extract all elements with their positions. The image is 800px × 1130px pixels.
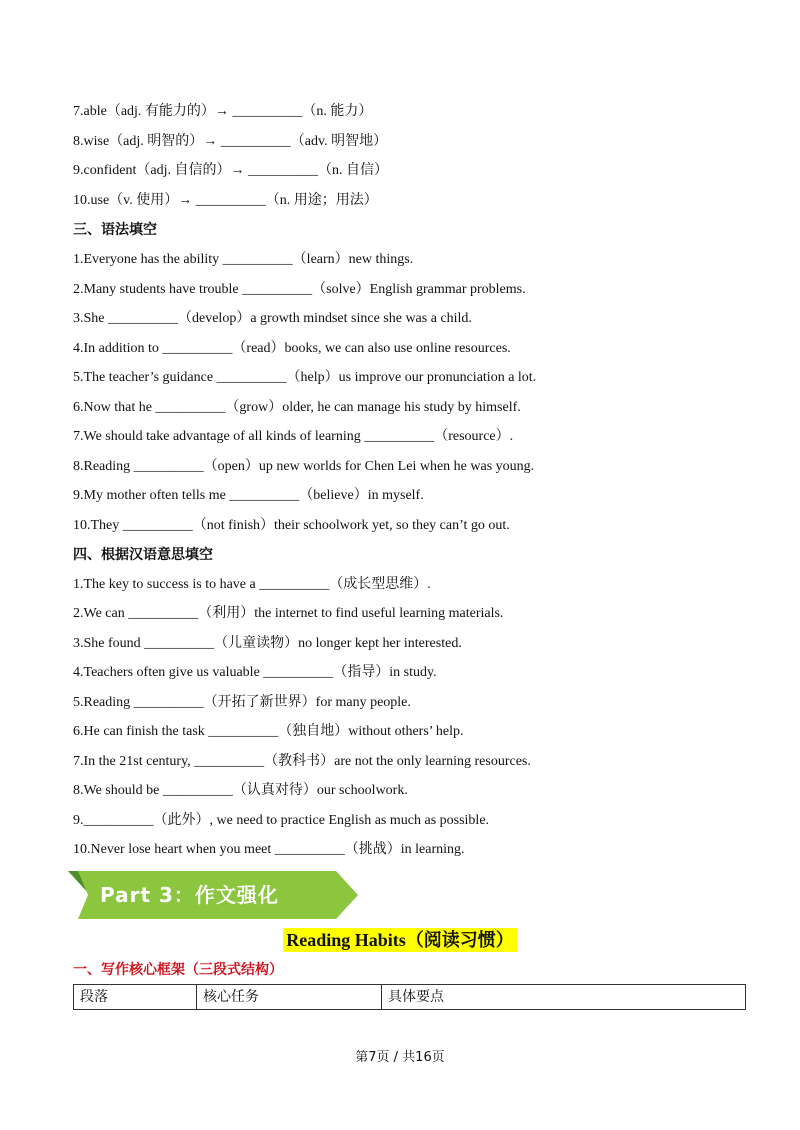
essay-title-wrap bbox=[0, 928, 800, 952]
translation-item: 10.Never lose heart when you meet __________（挑战）in learning. bbox=[73, 842, 465, 857]
table-header-cell: 具体要点 bbox=[382, 985, 746, 1010]
grammar-item: 8.Reading __________（open）up new worlds for Chen Lei when he was young. bbox=[73, 459, 535, 474]
page-footer: 第7页 / 共16页 bbox=[355, 1050, 445, 1065]
translation-item: 2.We can __________（利用）the internet to find useful learning materials. bbox=[73, 606, 504, 621]
translation-item: 9.__________（此外）, we need to practice English as much as possible. bbox=[73, 813, 490, 828]
grammar-item: 5.The teacher’s guidance __________（help）us improve our pronunciation a lot. bbox=[73, 370, 537, 385]
translation-item: 4.Teachers often give us valuable __________（指导）in study. bbox=[73, 665, 437, 680]
word-form-item: 9.confident（adj. 自信的）→ __________（n. 自信） bbox=[73, 163, 388, 178]
word-form-item: 7.able（adj. 有能力的）→ __________（n. 能力） bbox=[73, 104, 373, 119]
grammar-item: 1.Everyone has the ability __________（learn）new things. bbox=[73, 252, 414, 267]
translation-item: 1.The key to success is to have a __________（成长型思维）. bbox=[73, 577, 431, 592]
grammar-item: 9.My mother often tells me __________（believe）in myself. bbox=[73, 488, 424, 503]
essay-title: Reading Habits（阅读习惯） bbox=[283, 928, 517, 952]
grammar-item: 6.Now that he __________（grow）older, he can manage his study by himself. bbox=[73, 400, 521, 415]
table-header-row bbox=[74, 985, 746, 1010]
grammar-item: 4.In addition to __________（read）books, we can also use online resources. bbox=[73, 341, 511, 356]
section-heading-grammar: 三、语法填空 bbox=[73, 222, 157, 238]
grammar-item: 3.She __________（develop）a growth mindset since she was a child. bbox=[73, 311, 472, 326]
translation-item: 7.In the 21st century, __________（教科书）are not the only learning resources. bbox=[73, 754, 531, 769]
grammar-item: 10.They __________（not finish）their schoolwork yet, so they can’t go out. bbox=[73, 518, 510, 533]
table-header-cell: 段落 bbox=[74, 985, 197, 1010]
framework-table bbox=[73, 984, 746, 1010]
section-heading-translation: 四、根据汉语意思填空 bbox=[73, 547, 213, 563]
word-form-item: 8.wise（adj. 明智的）→ __________（adv. 明智地） bbox=[73, 134, 388, 149]
grammar-item: 7.We should take advantage of all kinds of learning __________（resource）. bbox=[73, 429, 514, 444]
word-form-item: 10.use（v. 使用）→ __________（n. 用途；用法） bbox=[73, 193, 378, 208]
framework-heading: 一、写作核心框架（三段式结构） bbox=[73, 962, 283, 978]
table-header-cell: 核心任务 bbox=[197, 985, 382, 1010]
translation-item: 6.He can finish the task __________（独自地）without others’ help. bbox=[73, 724, 464, 739]
grammar-item: 2.Many students have trouble __________（solve）English grammar problems. bbox=[73, 282, 526, 297]
translation-item: 5.Reading __________（开拓了新世界）for many people. bbox=[73, 695, 411, 710]
translation-item: 3.She found __________（儿童读物）no longer kept her interested. bbox=[73, 636, 462, 651]
part3-banner-text: Part 3：作文强化 bbox=[100, 883, 279, 907]
translation-item: 8.We should be __________（认真对待）our schoolwork. bbox=[73, 783, 408, 798]
